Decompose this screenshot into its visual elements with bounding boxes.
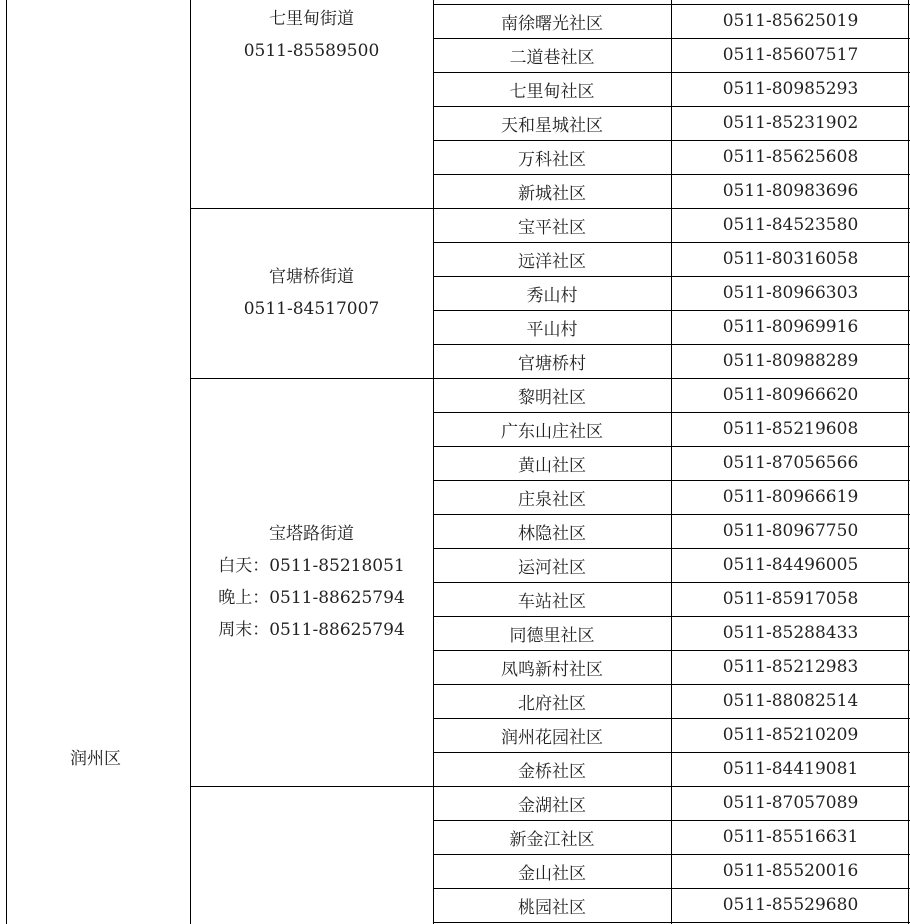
community-name: 凤鸣新村社区 [501,659,603,680]
community-phone: 0511-85288433 [722,623,859,643]
district-label: 润州区 [70,748,121,769]
community-name: 润州花园社区 [501,727,603,748]
community-phone: 0511-85210209 [722,725,859,745]
community-phone: 0511-85625608 [722,147,859,167]
grid-hline [433,514,910,515]
street-block [190,786,433,922]
community-phone: 0511-85917058 [722,589,859,609]
community-phone: 0511-80983696 [722,181,859,201]
street-block [190,0,433,208]
community-name: 平山村 [526,319,578,340]
community-name: 庄泉社区 [518,489,586,510]
community-name: 南徐曙光社区 [501,13,603,34]
community-phone: 0511-80316058 [722,249,859,269]
grid-hline [433,684,910,685]
community-phone: 0511-80967750 [722,521,859,541]
community-name: 新城社区 [518,183,586,204]
community-phone: 0511-87057089 [722,793,859,813]
community-name: 远洋社区 [518,251,586,272]
grid-hline [433,650,910,651]
community-name: 广东山庄社区 [501,421,603,442]
community-name: 林隐社区 [518,523,586,544]
community-phone: 0511-87056566 [722,453,859,473]
community-phone: 0511-80985293 [722,79,859,99]
community-name: 同德里社区 [509,625,595,646]
grid-hline [433,106,910,107]
community-phone: 0511-84419081 [722,759,859,779]
community-name: 金山社区 [518,863,586,884]
grid-hline [433,310,910,311]
grid-vline [6,0,7,924]
grid-hline [433,820,910,821]
community-name: 黎明社区 [518,387,586,408]
community-name: 新金江社区 [509,829,595,850]
street-phone: 0511-85589500 [243,41,380,61]
street-divider [190,208,433,209]
grid-hline [433,922,910,923]
grid-hline [433,4,910,5]
grid-hline [433,616,910,617]
community-phone: 0511-85516631 [722,827,859,847]
grid-hline [433,752,910,753]
community-name: 二道巷社区 [509,47,595,68]
grid-hline [433,344,910,345]
grid-hline [433,208,910,209]
grid-hline [433,548,910,549]
street-block [190,378,433,786]
grid-hline [433,446,910,447]
street-phone: 0511-84517007 [243,299,380,319]
community-phone: 0511-84523580 [722,215,859,235]
community-phone: 0511-80966303 [722,283,859,303]
grid-hline [433,174,910,175]
street-name: 官塘桥街道 [269,267,354,287]
community-phone: 0511-84496005 [722,555,859,575]
community-name: 天和星城社区 [501,115,603,136]
community-phone: 0511-88082514 [722,691,859,711]
street-block [190,208,433,378]
grid-hline [433,480,910,481]
community-name: 金湖社区 [518,795,586,816]
community-phone: 0511-80966619 [722,487,859,507]
community-phone: 0511-80988289 [722,351,859,371]
street-name: 宝塔路街道 [269,524,354,544]
community-name: 秀山村 [526,285,578,306]
street-phone: 白天：0511-85218051 [218,556,405,576]
street-divider [190,786,433,787]
community-phone: 0511-85231902 [722,113,859,133]
community-phone: 0511-85607517 [722,45,859,65]
community-name: 车站社区 [518,591,586,612]
community-name: 北府社区 [518,693,586,714]
community-phone: 0511-80966620 [722,385,859,405]
grid-hline [433,412,910,413]
grid-hline [433,276,910,277]
community-phone: 0511-85625019 [722,11,859,31]
community-name: 桃园社区 [518,897,586,918]
street-divider [190,378,433,379]
community-name: 黄山社区 [518,455,586,476]
grid-hline [433,854,910,855]
community-phone: 0511-85529680 [722,895,859,915]
grid-hline [433,72,910,73]
grid-hline [433,888,910,889]
community-phone: 0511-85219608 [722,419,859,439]
community-name: 万科社区 [518,149,586,170]
street-name: 七里甸街道 [269,9,354,29]
grid-hline [433,718,910,719]
street-phone: 晚上：0511-88625794 [218,588,405,608]
community-name: 官塘桥村 [518,353,586,374]
community-phone: 0511-85520016 [722,861,859,881]
community-name: 运河社区 [518,557,586,578]
street-phone: 周末：0511-88625794 [218,620,405,640]
grid-hline [433,242,910,243]
community-name: 金桥社区 [518,761,586,782]
grid-hline [433,582,910,583]
community-name: 宝平社区 [518,217,586,238]
grid-hline [433,786,910,787]
community-phone: 0511-80969916 [722,317,859,337]
grid-hline [433,140,910,141]
grid-hline [433,378,910,379]
community-phone: 0511-85212983 [722,657,859,677]
community-name: 七里甸社区 [509,81,595,102]
grid-hline [433,38,910,39]
